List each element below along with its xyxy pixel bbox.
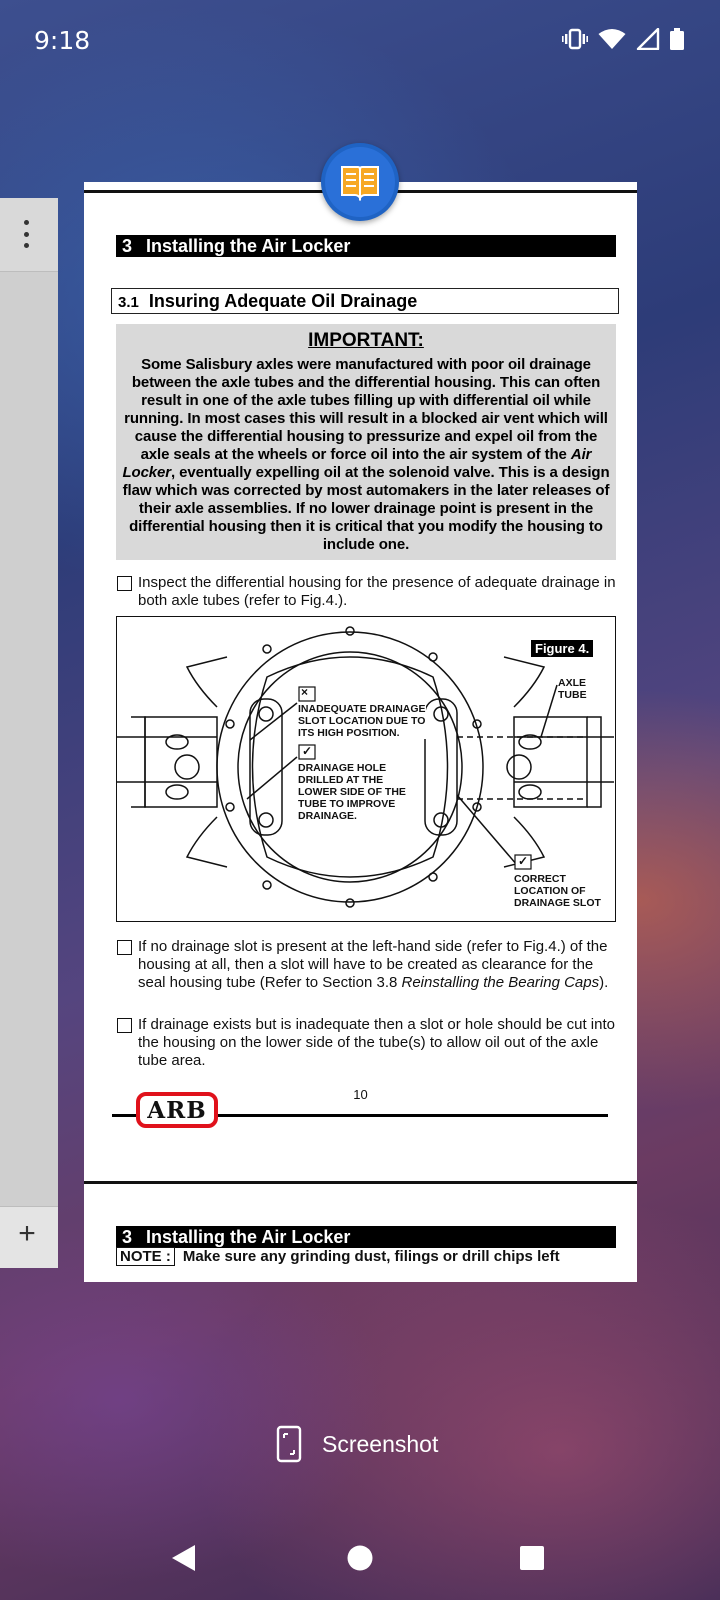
checklist-item-no-slot: If no drainage slot is present at the left-hand side (refer to Fig.4.) of the housing at all, then a slot will have to be created as clearance for the seal housing tube (Refer to Section 3.8 Reinstalling the Bearing Caps). <box>117 938 617 992</box>
back-button[interactable] <box>162 1536 206 1580</box>
left-card-footer <box>0 1206 58 1268</box>
subsection-heading: 3.1 Insuring Adequate Oil Drainage <box>111 288 619 314</box>
callout-axle-tube: AXLE TUBE <box>558 677 587 701</box>
home-button[interactable] <box>338 1536 382 1580</box>
navigation-bar <box>0 1516 720 1600</box>
page-break-rule <box>84 1181 637 1184</box>
kebab-menu-icon[interactable] <box>16 216 36 252</box>
important-body: Some Salisbury axles were manufactured with poor oil drainage between the axle tubes and the differential housing. This can often result in one of the axle tubes filling up with differential oil while running. In most cases this will result in a blocked air vent which will cause the differential housing to pressurize and expel oil from the axle seals at the wheels or force oil into the air system of the Air Locker, eventually expelling oil at the solenoid valve. This is a design flaw which was corrected by most automakers in the later releases of their axle assemblies. If no lower drainage point is present in the differential housing then it is critical that you modify the housing to include one. <box>122 356 610 553</box>
important-notice <box>116 324 616 560</box>
battery-icon <box>670 28 684 50</box>
mark-check-2: ✓ <box>518 854 529 868</box>
checklist-item-inspect: Inspect the differential housing for the presence of adequate drainage in both axle tubes (refer to Fig.4.). <box>117 574 617 610</box>
plus-icon[interactable]: + <box>18 1217 36 1250</box>
recent-app-card-left[interactable] <box>0 198 58 1268</box>
screenshot-button[interactable] <box>276 1424 438 1464</box>
status-bar <box>0 0 720 84</box>
next-section-heading: 3 Installing the Air Locker <box>116 1226 616 1248</box>
recent-app-card-pdf-reader[interactable] <box>84 182 637 1282</box>
checkbox <box>117 1018 132 1033</box>
left-card-header <box>0 198 58 272</box>
page-number: 10 <box>353 1087 368 1102</box>
cell-signal-icon <box>636 28 660 50</box>
figure-diagram <box>116 616 616 922</box>
figure-label: Figure 4. <box>531 640 593 657</box>
callout-inadequate-drainage: INADEQUATE DRAINAGE SLOT LOCATION DUE TO ITS HIGH POSITION. <box>298 703 426 739</box>
status-icons <box>562 28 684 50</box>
screenshot-icon <box>276 1425 302 1463</box>
wifi-icon <box>598 28 626 50</box>
arb-logo: ARB <box>136 1092 218 1128</box>
book-reader-icon[interactable] <box>321 143 399 221</box>
recents-icon <box>518 1544 546 1572</box>
vibrate-icon <box>562 28 588 50</box>
home-icon <box>346 1544 374 1572</box>
mark-check: ✓ <box>302 744 313 758</box>
status-time: 9:18 <box>34 26 91 55</box>
section-heading: 3 Installing the Air Locker <box>116 235 616 257</box>
cutoff-note: NOTE : Make sure any grinding dust, filings or drill chips left <box>116 1248 560 1265</box>
important-title: IMPORTANT: <box>308 330 424 351</box>
screenshot-label: Screenshot <box>322 1430 439 1457</box>
callout-drainage-hole: DRAINAGE HOLE DRILLED AT THE LOWER SIDE OF THE TUBE TO IMPROVE DRAINAGE. <box>298 762 406 822</box>
recents-button[interactable] <box>510 1536 554 1580</box>
mark-x: × <box>301 685 309 699</box>
checklist-item-inadequate: If drainage exists but is inadequate then a slot or hole should be cut into the housing on the lower side of the tube(s) to allow oil out of the axle tube area. <box>117 1016 617 1070</box>
checkbox <box>117 940 132 955</box>
callout-correct-location: CORRECT LOCATION OF DRAINAGE SLOT <box>514 873 601 909</box>
back-icon <box>169 1543 199 1573</box>
checkbox <box>117 576 132 591</box>
